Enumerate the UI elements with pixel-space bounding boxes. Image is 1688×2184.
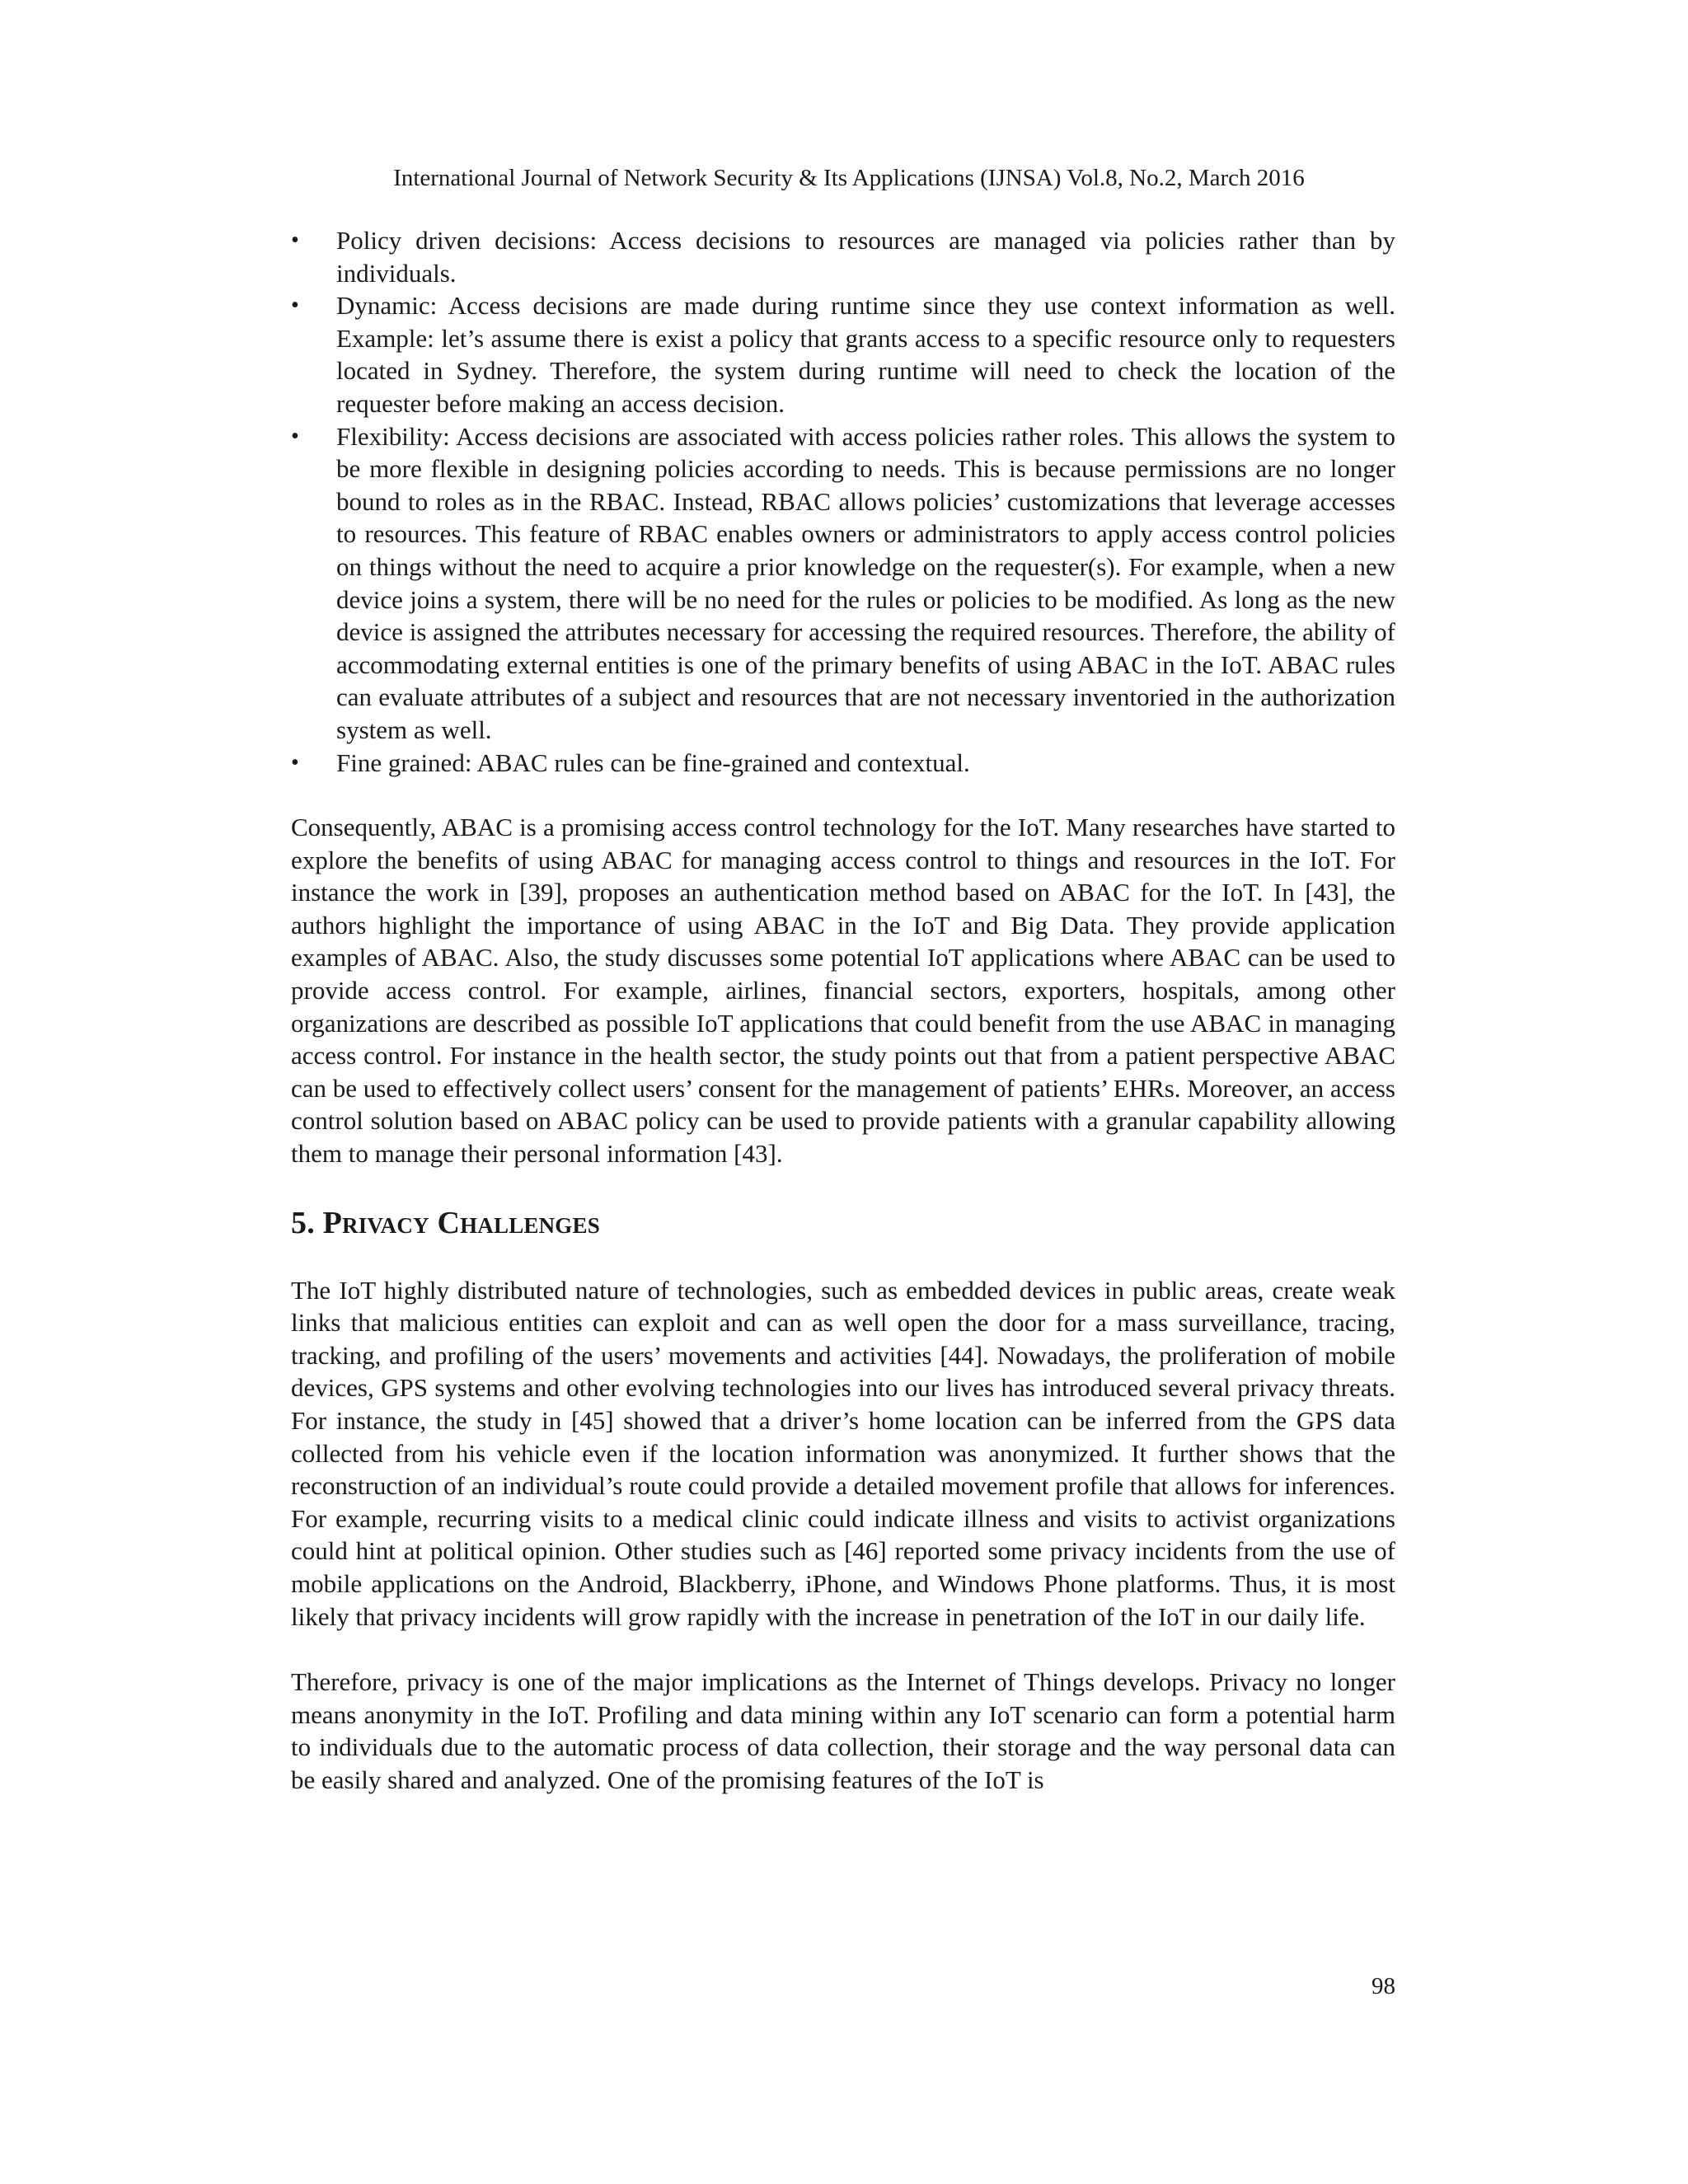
bullet-symbol: • xyxy=(291,293,299,319)
paragraph-privacy-implications: Therefore, privacy is one of the major implications as the Internet of Things develops. Privacy no longer means anonymity in the IoT. Profiling and data mining within any IoT scenario can form a potential harm to individuals due to the automatic process of data collection, their storage and the way personal data can be easily shared and analyzed. One of the promising features of the IoT is xyxy=(291,1667,1395,1794)
bullet-item-fine-grained xyxy=(291,747,1395,780)
bullet-item-flexibility xyxy=(291,420,1395,747)
bullet-symbol: • xyxy=(291,227,299,253)
bullet-symbol: • xyxy=(291,423,299,449)
section-heading xyxy=(291,1205,1395,1241)
page-number: 98 xyxy=(1372,1973,1395,1999)
page-body xyxy=(291,224,1395,1797)
section-title: Privacy Challenges xyxy=(322,1205,600,1240)
feature-bullet-list xyxy=(291,224,1395,779)
bullet-text: Flexibility: Access decisions are associated with access policies rather roles. This allows the system to be more flexible in designing policies according to needs. This is because permissions are no longer bound to roles as in the RBAC. Instead, RBAC allows policies’ customizations that leverage accesses to resources. This feature of RBAC enables owners or administrators to apply access control policies on things without the need to acquire a prior knowledge on the requester(s). For example, when a new device joins a system, there will be no need for the rules or policies to be modified. As long as the new device is assigned the attributes necessary for accessing the required resources. Therefore, the ability of accommodating external entities is one of the primary benefits of using ABAC in the IoT. ABAC rules can evaluate attributes of a subject and resources that are not necessary inventoried in the authorization system as well. xyxy=(336,421,1395,744)
bullet-text: Dynamic: Access decisions are made during runtime since they use context information as well. Example: let’s assume there is exist a policy that grants access to a specific resource only to requesters located in Sydney. Therefore, the system during runtime will need to check the location of the requester before making an access decision. xyxy=(336,291,1395,418)
bullet-item-dynamic xyxy=(291,289,1395,419)
bullet-text: Policy driven decisions: Access decisions to resources are managed via policies rather than by individuals. xyxy=(336,226,1395,288)
bullet-symbol: • xyxy=(291,749,299,776)
running-header: International Journal of Network Security & Its Applications (IJNSA) Vol.8, No.2, March 2016 xyxy=(393,165,1305,191)
section-number: 5. xyxy=(291,1205,315,1240)
bullet-item-policy-driven xyxy=(291,224,1395,289)
bullet-text: Fine grained: ABAC rules can be fine-grained and contextual. xyxy=(336,748,970,777)
paragraph-abac-summary: Consequently, ABAC is a promising access control technology for the IoT. Many researches have started to explore the benefits of using ABAC for managing access control to things and resources in the IoT. For instance the work in [39], proposes an authentication method based on ABAC for the IoT. In [43], the authors highlight the importance of using ABAC in the IoT and Big Data. They provide application examples of ABAC. Also, the study discusses some potential IoT applications where ABAC can be used to provide access control. For example, airlines, financial sectors, exporters, hospitals, among other organizations are described as possible IoT applications that could benefit from the use ABAC in managing access control. For instance in the health sector, the study points out that from a patient perspective ABAC can be used to effectively collect users’ consent for the management of patients’ EHRs. Moreover, an access control solution based on ABAC policy can be used to provide patients with a granular capability allowing them to manage their personal information [43]. xyxy=(291,813,1395,1169)
paragraph-privacy-intro: The IoT highly distributed nature of technologies, such as embedded devices in public areas, create weak links that malicious entities can exploit and can as well open the door for a mass surveillance, tracing, tracking, and profiling of the users’ movements and activities [44]. Nowadays, the proliferation of mobile devices, GPS systems and other evolving technologies into our lives has introduced several privacy threats. For instance, the study in [45] showed that a driver’s home location can be inferred from the GPS data collected from his vehicle even if the location information was anonymized. It further shows that the reconstruction of an individual’s route could provide a detailed movement profile that allows for inferences. For example, recurring visits to a medical clinic could indicate illness and visits to activist organizations could hint at political opinion. Other studies such as [46] reported some privacy incidents from the use of mobile applications on the Android, Blackberry, iPhone, and Windows Phone platforms. Thus, it is most likely that privacy incidents will grow rapidly with the increase in penetration of the IoT in our daily life. xyxy=(291,1275,1395,1631)
